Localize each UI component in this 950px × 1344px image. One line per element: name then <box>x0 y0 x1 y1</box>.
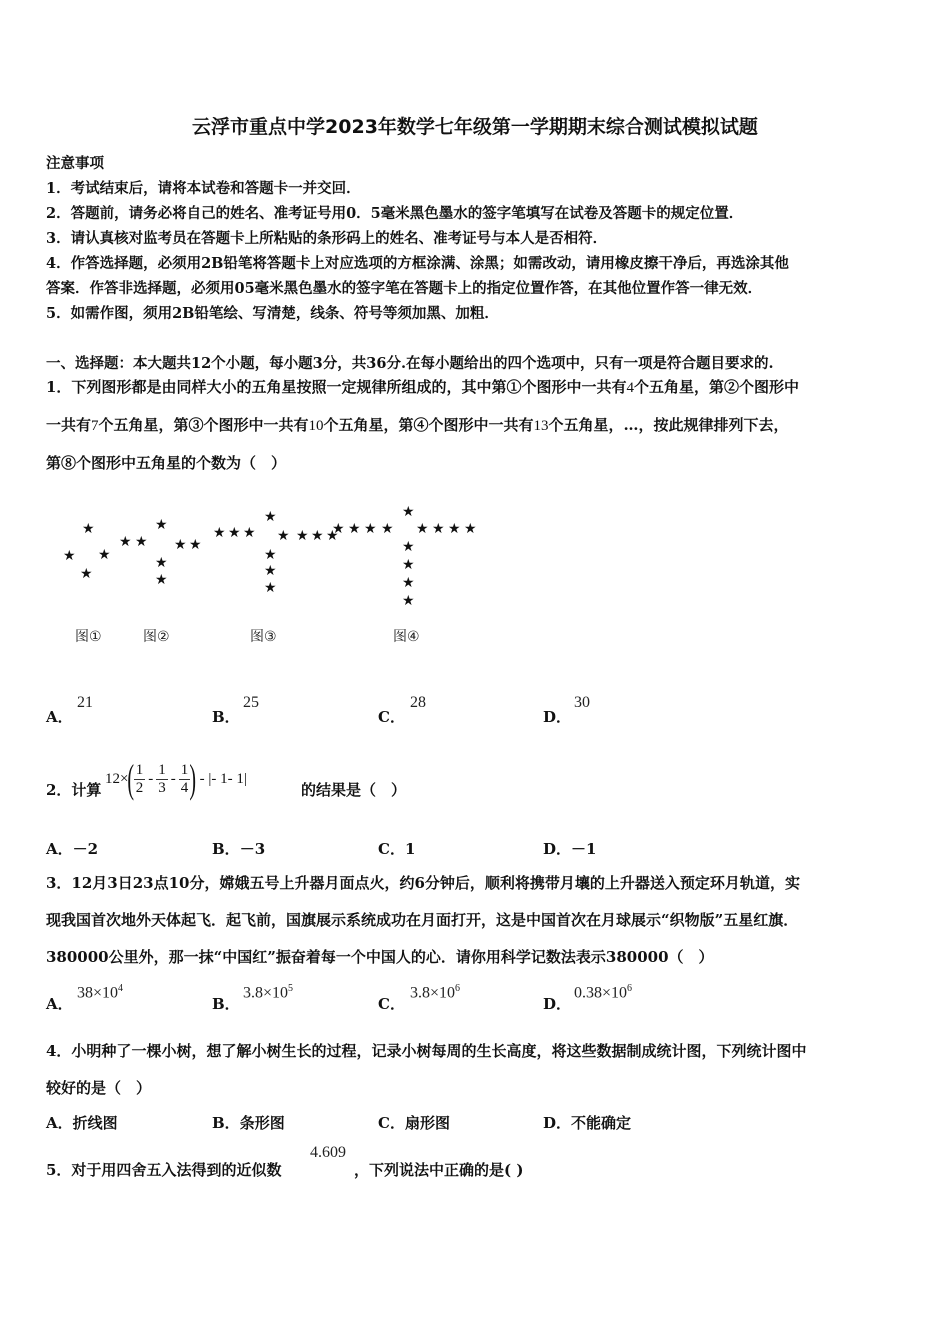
star-icon: ★ <box>155 555 168 571</box>
fig-label-2: 图② <box>143 629 170 645</box>
star-icon: ★ <box>213 525 226 541</box>
q3-line3: 380000公里外，那一抹“中国红”振奋着每一个中国人的心．请你用科学记数法表示380000（ ） <box>46 948 714 966</box>
star-icon: ★ <box>264 563 277 579</box>
star-icon: ★ <box>364 521 377 537</box>
q2-frac-2: $\frac{1}{3}$ <box>158 761 166 796</box>
star-icon: ★ <box>98 547 111 563</box>
q2-minus-2: - <box>170 770 176 787</box>
star-icon: ★ <box>432 521 445 537</box>
star-icon: ★ <box>264 547 277 563</box>
q1-line1: 1．下列图形都是由同样大小的五角星按照一定规律所组成的，其中第①个图形中一共有4个五角星，第②个图形中 <box>46 378 799 396</box>
notice-item-4-cont: 答案．作答非选择题，必须用05毫米黑色墨水的签字笔在答题卡上的指定位置作答，在其他位置作答一律无效． <box>46 280 763 297</box>
notice-item-3: 3．请认真核对监考员在答题卡上所粘贴的条形码上的姓名、准考证号与本人是否相符． <box>46 230 608 247</box>
q1-option-c-letter: C． <box>378 708 405 726</box>
q3-line2: 现我国首次地外天体起飞．起飞前，国旗展示系统成功在月面打开，这是中国首次在月球展示“织物版”五星红旗． <box>46 911 799 929</box>
star-icon: ★ <box>402 557 415 573</box>
q5-suffix: ，下列说法中正确的是( ) <box>354 1161 524 1179</box>
star-icon: ★ <box>155 517 168 533</box>
star-icon: ★ <box>119 534 132 550</box>
page-title: 云浮市重点中学2023年数学七年级第一学期期末综合测试模拟试题 <box>192 116 758 138</box>
q2-option-d: D．－1 <box>543 840 597 858</box>
q4-option-c: C．扇形图 <box>378 1114 450 1132</box>
q3-option-b-value: $3.8\times 10^5$ <box>243 983 294 1002</box>
q2-prefix: 2．计算 <box>46 781 102 799</box>
q2-frac-3: $\frac{1}{4}$ <box>180 761 189 796</box>
notice-heading: 注意事项 <box>46 155 104 172</box>
star-icon: ★ <box>381 521 394 537</box>
q2-expr-lead: 12× <box>105 770 129 787</box>
star-icon: ★ <box>82 521 95 537</box>
q2-minus-1: - <box>148 770 154 787</box>
notice-item-2: 2．答题前，请务必将自己的姓名、准考证号用0．5毫米黑色墨水的签字笔填写在试卷及答题卡的规定位置． <box>46 205 744 222</box>
q1-option-b-letter: B． <box>212 708 240 726</box>
q2-option-c: C．1 <box>378 840 416 858</box>
q2-frac-1: $\frac{1}{2}$ <box>135 761 144 796</box>
q3-option-a-letter: A． <box>46 995 73 1013</box>
q3-option-d-value: $0.38\times 10^6$ <box>574 983 633 1002</box>
star-icon: ★ <box>189 537 202 553</box>
star-icon: ★ <box>264 509 277 525</box>
fig-label-4: 图④ <box>393 629 420 645</box>
q2-suffix: 的结果是（ ） <box>301 781 407 799</box>
star-icon: ★ <box>402 539 415 555</box>
q1-line3: 第⑧个图形中五角星的个数为（ ） <box>46 454 287 472</box>
star-icon: ★ <box>464 521 477 537</box>
star-icon: ★ <box>277 528 290 544</box>
star-icon: ★ <box>264 580 277 596</box>
star-icon: ★ <box>135 534 148 550</box>
q2-left-paren: ( <box>127 756 135 801</box>
star-icon: ★ <box>80 566 93 582</box>
q2-abs-part: - |- 1- 1| <box>199 770 247 787</box>
q2-option-b: B．－3 <box>212 840 266 858</box>
star-icon: ★ <box>402 504 415 520</box>
fig-label-3: 图③ <box>250 629 277 645</box>
notice-item-5: 5．如需作图，须用2B铅笔绘、写清楚，线条、符号等须加黑、加粗． <box>46 305 499 322</box>
section-heading: 一、选择题：本大题共12个小题，每小题3分，共36分.在每小题给出的四个选项中，只有一项是符合题目要求的. <box>46 355 774 372</box>
star-icon: ★ <box>402 593 415 609</box>
star-icon: ★ <box>228 525 241 541</box>
star-icon: ★ <box>402 575 415 591</box>
star-icon: ★ <box>416 521 429 537</box>
star-icon: ★ <box>332 521 345 537</box>
star-icon: ★ <box>243 525 256 541</box>
q2-expression <box>105 757 247 801</box>
star-icon: ★ <box>63 548 76 564</box>
q4-line1: 4．小明种了一棵小树，想了解小树生长的过程，记录小树每周的生长高度，将这些数据制成统计图，下列统计图中 <box>46 1042 807 1060</box>
q4-line2: 较好的是（ ） <box>46 1079 152 1097</box>
q2-option-a: A．－2 <box>46 840 99 858</box>
q1-option-b-value: 25 <box>243 694 259 711</box>
q3-option-a-value: $38\times 10^4$ <box>77 983 124 1002</box>
q3-option-d-letter: D． <box>543 995 572 1013</box>
q1-option-d-letter: D． <box>543 708 572 726</box>
q1-option-a-value: 21 <box>77 694 93 711</box>
star-icon: ★ <box>155 572 168 588</box>
q3-option-c-letter: C． <box>378 995 405 1013</box>
star-icon: ★ <box>348 521 361 537</box>
q4-option-b: B．条形图 <box>212 1114 285 1132</box>
star-icon: ★ <box>174 537 187 553</box>
fig-label-1: 图① <box>75 629 102 645</box>
q4-option-d: D．不能确定 <box>543 1114 632 1132</box>
q1-option-a-letter: A． <box>46 708 73 726</box>
q2-right-paren: ) <box>189 756 197 801</box>
q1-option-c-value: 28 <box>410 694 426 711</box>
q3-option-b-letter: B． <box>212 995 240 1013</box>
q1-line2: 一共有7个五角星，第③个图形中一共有10个五角星，第④个图形中一共有13个五角星，…，按此规律排列下去， <box>46 416 789 434</box>
q3-option-c-value: $3.8\times 10^6$ <box>410 983 461 1002</box>
notice-item-1: 1．考试结束后，请将本试卷和答题卡一并交回． <box>46 180 361 197</box>
star-icon: ★ <box>326 528 339 544</box>
q5-number: 4.609 <box>310 1144 346 1161</box>
star-icon: ★ <box>448 521 461 537</box>
q1-option-d-value: 30 <box>574 694 590 711</box>
notice-item-4: 4．作答选择题，必须用2B铅笔将答题卡上对应选项的方框涂满、涂黑；如需改动，请用橡皮擦干净后，再选涂其他 <box>46 255 789 272</box>
star-icon: ★ <box>296 528 309 544</box>
q3-line1: 3．12月3日23点10分，嫦娥五号上升器月面点火，约6分钟后，顺利将携带月壤的上升器送入预定环月轨道，实 <box>46 874 800 892</box>
q5-prefix: 5．对于用四舍五入法得到的近似数 <box>46 1161 282 1179</box>
star-icon: ★ <box>311 528 324 544</box>
q4-option-a: A．折线图 <box>46 1114 118 1132</box>
